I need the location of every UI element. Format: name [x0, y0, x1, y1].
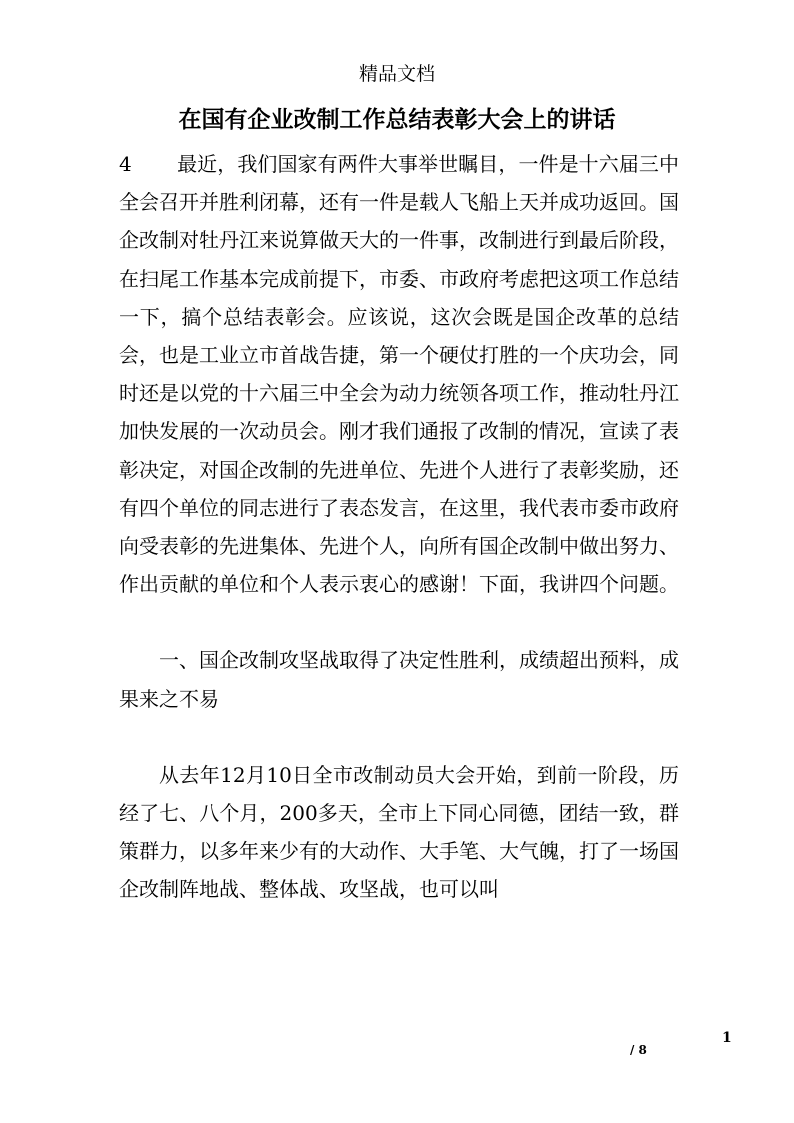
header-label: 精品文档 [358, 63, 435, 85]
page-total: / 8 [630, 1043, 647, 1057]
page-number: 1 [722, 1030, 732, 1046]
section-heading: 一、国企改制攻坚战取得了决定性胜利，成绩超出预料，成果来之不易 [119, 648, 679, 711]
lead-number: 4 [119, 152, 132, 176]
paragraph-intro-text: 最近，我们国家有两件大事举世瞩目，一件是十六届三中全会召开并胜利闭幕，还有一件是载人飞船上天并成功返回。国企改制对牡丹江来说算做天大的一件事，改制进行到最后阶段，在扫尾工作基本完成前提下，市委、市政府考虑把这项工作总结一下，搞个总结表彰会。应该说，这次会既是国企改革的总结会，也是工业立市首战告捷，第一个硬仗打胜的一个庆功会，同时还是以党的十六届三中全会为动力统领各项工作，推动牡丹江加快发展的一次动员会。刚才我们通报了改制的情况，宣读了表彰决定，对国企改制的先进单位、先进个人进行了表彰奖励，还有四个单位的同志进行了表态发言，在这里，我代表市委市政府向受表彰的先进集体、先进个人，向所有国企改制中做出努力、作出贡献的单位和个人表示衷心的感谢！下面，我讲四个问题。 [119, 152, 679, 597]
paragraph-intro [119, 145, 679, 603]
document-title: 在国有企业改制工作总结表彰大会上的讲话 [178, 106, 616, 133]
document-body [119, 145, 679, 909]
paragraph-section-body: 从去年12月10日全市改制动员大会开始，到前一阶段，历经了七、八个月，200多天，全市上下同心同德，团结一致，群策群力，以多年来少有的大动作、大手笔、大气魄，打了一场国企改制阵地战、整体战、攻坚战，也可以叫 [119, 762, 679, 902]
